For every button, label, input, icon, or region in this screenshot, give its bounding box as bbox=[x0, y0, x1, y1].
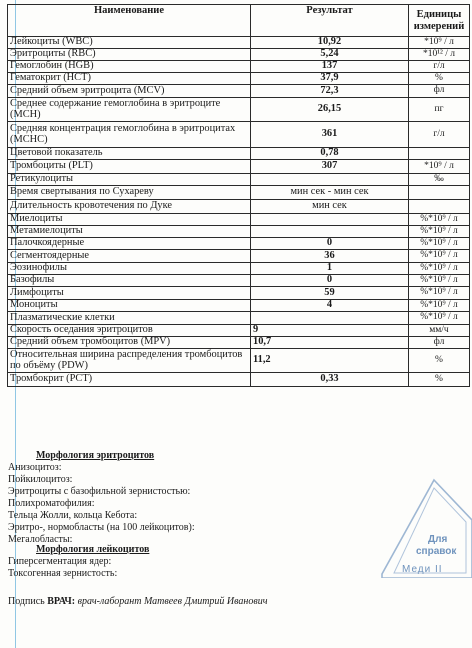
row-result: 0 bbox=[251, 275, 409, 287]
row-unit: %*10⁹ / л bbox=[409, 250, 470, 263]
row-name: Скорость оседания эритроцитов bbox=[8, 325, 251, 337]
row-name: Лейкоциты (WBC) bbox=[8, 37, 251, 49]
row-result: мин сек bbox=[251, 200, 409, 214]
row-unit: %*10⁹ / л bbox=[409, 312, 470, 325]
results-table bbox=[7, 4, 470, 387]
table-row bbox=[8, 160, 470, 174]
row-name: Средняя концентрация гемоглобина в эритроцитах (MCHC) bbox=[8, 122, 251, 148]
row-result: 10,7 bbox=[251, 337, 409, 349]
row-unit: %*10⁹ / л bbox=[409, 263, 470, 275]
row-name: Ретикулоциты bbox=[8, 174, 251, 186]
row-result: 37,9 bbox=[251, 73, 409, 85]
table-row bbox=[8, 98, 470, 122]
row-result: 5,24 bbox=[251, 49, 409, 61]
row-name: Гематокрит (HCT) bbox=[8, 73, 251, 85]
header-units: Единицы измерений bbox=[409, 5, 470, 37]
row-name: Базофилы bbox=[8, 275, 251, 287]
signature-prefix: Подпись bbox=[8, 596, 45, 607]
row-result: 307 bbox=[251, 160, 409, 174]
table-row bbox=[8, 349, 470, 373]
table-row bbox=[8, 214, 470, 226]
row-result: 0,33 bbox=[251, 373, 409, 387]
morphology-item: Гиперсегментация ядер: bbox=[8, 556, 112, 567]
table-row bbox=[8, 73, 470, 85]
row-unit: % bbox=[409, 349, 470, 373]
morphology-item: Анизоцитоз: bbox=[8, 462, 62, 473]
row-result: 10,92 bbox=[251, 37, 409, 49]
row-unit bbox=[409, 200, 470, 214]
erythrocyte-morphology-list bbox=[8, 462, 195, 546]
header-name: Наименование bbox=[8, 5, 251, 37]
row-unit: фл bbox=[409, 85, 470, 98]
row-result bbox=[251, 226, 409, 238]
erythrocyte-morphology-title: Морфология эритроцитов bbox=[36, 450, 155, 461]
row-name: Метамиелоциты bbox=[8, 226, 251, 238]
row-result: 11,2 bbox=[251, 349, 409, 373]
row-name: Средний объем тромбоцитов (MPV) bbox=[8, 337, 251, 349]
table-row bbox=[8, 238, 470, 250]
row-name: Тромбокрит (PCT) bbox=[8, 373, 251, 387]
row-name: Относительная ширина распределения тромбоцитов по объёму (PDW) bbox=[8, 349, 251, 373]
morphology-item: Токсогенная зернистость: bbox=[8, 568, 118, 579]
table-row bbox=[8, 312, 470, 325]
row-result: 1 bbox=[251, 263, 409, 275]
row-unit: пг bbox=[409, 98, 470, 122]
row-name: Лимфоциты bbox=[8, 287, 251, 300]
row-name: Время свертывания по Сухареву bbox=[8, 186, 251, 200]
table-row bbox=[8, 373, 470, 387]
row-result: 137 bbox=[251, 61, 409, 73]
table-row bbox=[8, 61, 470, 73]
row-result: 9 bbox=[251, 325, 409, 337]
row-unit: %*10⁹ / л bbox=[409, 214, 470, 226]
row-unit: %*10⁹ / л bbox=[409, 226, 470, 238]
row-unit: %*10⁹ / л bbox=[409, 300, 470, 312]
row-result: 26,15 bbox=[251, 98, 409, 122]
morphology-item: Эритро-, нормобласты (на 100 лейкоцитов): bbox=[8, 522, 195, 533]
row-result: 4 bbox=[251, 300, 409, 312]
row-unit: *10⁹ / л bbox=[409, 37, 470, 49]
row-result bbox=[251, 214, 409, 226]
table-row bbox=[8, 186, 470, 200]
table-row bbox=[8, 325, 470, 337]
row-unit: % bbox=[409, 73, 470, 85]
row-name: Миелоциты bbox=[8, 214, 251, 226]
row-name: Эритроциты (RBC) bbox=[8, 49, 251, 61]
table-row bbox=[8, 148, 470, 160]
table-row bbox=[8, 200, 470, 214]
row-name: Палочкоядерные bbox=[8, 238, 251, 250]
signature-role: врач-лаборант Матвеев Дмитрий Иванович bbox=[77, 596, 268, 607]
table-row bbox=[8, 300, 470, 312]
row-unit: г/л bbox=[409, 61, 470, 73]
table-row bbox=[8, 250, 470, 263]
row-name: Среднее содержание гемоглобина в эритроците (MCH) bbox=[8, 98, 251, 122]
row-name: Цветовой показатель bbox=[8, 148, 251, 160]
row-name: Плазматические клетки bbox=[8, 312, 251, 325]
row-unit: % bbox=[409, 373, 470, 387]
erythrocyte-morphology-section bbox=[8, 450, 195, 546]
row-name: Средний объем эритроцита (MCV) bbox=[8, 85, 251, 98]
leukocyte-morphology-section bbox=[8, 544, 149, 580]
row-unit: г/л bbox=[409, 122, 470, 148]
table-row bbox=[8, 263, 470, 275]
table-row bbox=[8, 37, 470, 49]
row-unit: фл bbox=[409, 337, 470, 349]
header-result: Результат bbox=[251, 5, 409, 37]
lab-stamp bbox=[376, 478, 472, 578]
row-unit: %*10⁹ / л bbox=[409, 238, 470, 250]
row-result: 0 bbox=[251, 238, 409, 250]
morphology-item: Мегалобласты: bbox=[8, 534, 73, 545]
row-unit bbox=[409, 148, 470, 160]
morphology-item: Тельца Жолли, кольца Кебота: bbox=[8, 510, 138, 521]
leukocyte-morphology-list bbox=[8, 556, 149, 580]
row-unit: *10⁹ / л bbox=[409, 160, 470, 174]
stamp-line-1: Для bbox=[428, 534, 448, 545]
row-unit: ‰ bbox=[409, 174, 470, 186]
row-unit: %*10⁹ / л bbox=[409, 275, 470, 287]
row-result: 72,3 bbox=[251, 85, 409, 98]
table-row bbox=[8, 49, 470, 61]
table-row bbox=[8, 174, 470, 186]
table-row bbox=[8, 275, 470, 287]
row-name: Сегментоядерные bbox=[8, 250, 251, 263]
row-result: 59 bbox=[251, 287, 409, 300]
row-unit: мм/ч bbox=[409, 325, 470, 337]
row-name: Длительность кровотечения по Дуке bbox=[8, 200, 251, 214]
signature-title: ВРАЧ: bbox=[47, 596, 76, 607]
table-row bbox=[8, 85, 470, 98]
table-header-row bbox=[8, 5, 470, 37]
row-result: 361 bbox=[251, 122, 409, 148]
row-name: Эозинофилы bbox=[8, 263, 251, 275]
morphology-item: Пойкилоцитоз: bbox=[8, 474, 73, 485]
row-name: Гемоглобин (HGB) bbox=[8, 61, 251, 73]
leukocyte-morphology-title: Морфология лейкоцитов bbox=[36, 544, 150, 555]
table-row bbox=[8, 287, 470, 300]
stamp-line-2: справок bbox=[416, 546, 457, 557]
morphology-item: Эритроциты с базофильной зернистостью: bbox=[8, 486, 191, 497]
row-name: Тромбоциты (PLT) bbox=[8, 160, 251, 174]
stamp-line-3: Меди II bbox=[402, 564, 443, 575]
row-result: 36 bbox=[251, 250, 409, 263]
row-result: 0,78 bbox=[251, 148, 409, 160]
row-result bbox=[251, 312, 409, 325]
table-row bbox=[8, 226, 470, 238]
morphology-item: Полихроматофилия: bbox=[8, 498, 95, 509]
row-unit: %*10⁹ / л bbox=[409, 287, 470, 300]
row-result: мин сек - мин сек bbox=[251, 186, 409, 200]
table-row bbox=[8, 122, 470, 148]
row-result bbox=[251, 174, 409, 186]
row-unit: *10¹² / л bbox=[409, 49, 470, 61]
row-unit bbox=[409, 186, 470, 200]
table-row bbox=[8, 337, 470, 349]
row-name: Моноциты bbox=[8, 300, 251, 312]
signature-line bbox=[8, 596, 267, 607]
